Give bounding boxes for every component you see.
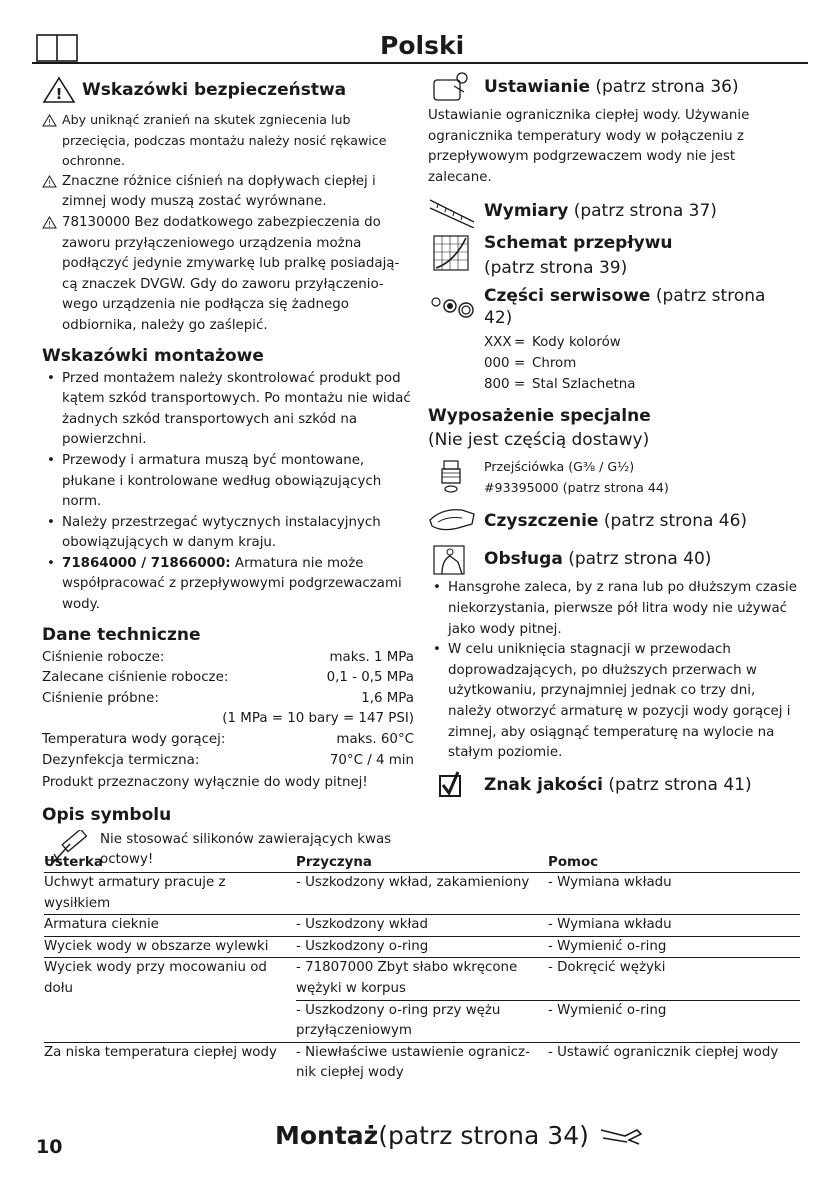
service-heading: Obsługa (patrz strona 40)	[428, 542, 798, 576]
tech-note: Produkt przeznaczony wyłącznie do wody pitnej!	[42, 775, 368, 791]
tech-table	[42, 648, 414, 794]
symbol-text: Nie stosować silikonów zawierających kwas octowy!	[100, 831, 392, 868]
quality-heading: Znak jakości (patrz strona 41)	[428, 770, 798, 800]
mounting-list	[42, 369, 414, 616]
list-item: • Hansgrohe zaleca, by z rana lub po dłuższym czasie niekorzystania, pierwsze pół litra wody nie używać jako wody pitnej.	[428, 578, 798, 640]
tech-row: Zalecane ciśnienie robocze: 0,1 - 0,5 MPa	[42, 670, 414, 686]
tech-heading: Dane techniczne	[42, 624, 201, 645]
hand-tap-icon	[428, 542, 478, 576]
svg-text:!: !	[47, 118, 52, 127]
checkbox-icon	[428, 770, 478, 800]
ruler-icon	[428, 194, 478, 228]
safety-item: ! 78130000 Bez dodatkowego zabezpieczenia do zaworu przyłączeniowego urządzenia można podłączyć jedynie zmywarkę lub pralkę posiadają-cą znaczek DVGW. Gdy do zaworu przyłączenio-wego urządzenia nie podłącza się żadnego odbiornika, należy go zaślepić.	[42, 213, 414, 337]
parts-heading: Części serwisowe (patrz strona 42)	[428, 285, 798, 329]
svg-text:!: !	[47, 178, 52, 188]
page-number: 10	[36, 1136, 63, 1158]
wrench-icon	[597, 1120, 645, 1150]
tech-row: Ciśnienie robocze: maks. 1 MPa	[42, 649, 414, 665]
setting-icon	[428, 70, 478, 104]
tech-row: Ciśnienie próbne: 1,6 MPa	[42, 690, 414, 706]
tech-row: Dezynfekcja termiczna: 70°C / 4 min	[42, 752, 414, 768]
special-item: Przejściówka (G⅜ / G½) #93395000 (patrz strona 44)	[428, 457, 798, 498]
list-item: • Przed montażem należy skontrolować produkt pod kątem szkód transportowych. Po montażu nie widać żadnych szkód transportowych ani szkód na powierzchni.	[42, 369, 414, 451]
setting-heading: Ustawianie (patrz strona 36)	[428, 70, 798, 104]
dims-heading: Wymiary (patrz strona 37)	[428, 194, 798, 228]
list-item: • 71864000 / 71866000: Armatura nie może współpracować z przepływowymi podgrzewaczami wody.	[42, 554, 414, 616]
warning-icon	[42, 76, 76, 104]
table-row: Wyciek wody przy mocowaniu od dołu - 71807000 Zbyt słabo wkręcone wężyki w korpus - Dokręcić wężyki	[44, 958, 800, 1000]
cleaning-heading: Czyszczenie (patrz strona 46)	[428, 504, 798, 538]
special-sub: (Nie jest częścią dostawy)	[428, 430, 650, 451]
safety-item: ! Aby uniknąć zranień na skutek zgniecenia lub przecięcia, podczas montażu należy nosić rękawice ochronne.	[42, 110, 414, 172]
warning-small-icon	[42, 113, 57, 134]
page-title: Polski	[380, 31, 465, 60]
setting-text: Ustawianie ogranicznika ciepłej wody. Używanie ogranicznika temperatury wody w połączeniu z przepływowym podgrzewaczem wody nie jest zalecane.	[428, 108, 750, 185]
special-heading: Wyposażenie specjalne	[428, 406, 651, 427]
table-row: Wyciek wody w obszarze wylewki - Uszkodzony o-ring - Wymienić o-ring	[44, 936, 800, 958]
color-codes	[484, 333, 798, 395]
list-item: • Przewody i armatura muszą być montowane, płukane i kontrolowane według obowiązujących norm.	[42, 451, 414, 513]
list-item: • Należy przestrzegać wytycznych instalacyjnych obowiązujących w danym kraju.	[42, 513, 414, 554]
table-row: Uchwyt armatury pracuje z wysiłkiem - Uszkodzony wkład, zakamieniony - Wymiana wkładu	[44, 873, 800, 915]
safety-item: ! Znaczne różnice ciśnień na dopływach ciepłej i zimnej wody muszą zostać wyrównane.	[42, 172, 414, 213]
flow-heading: Schemat przepływu (patrz strona 39)	[428, 232, 798, 279]
table-row: - Uszkodzony o-ring przy wężu przyłączeniowym - Wymienić o-ring	[44, 1000, 800, 1042]
service-list	[428, 578, 798, 763]
right-column	[428, 70, 798, 800]
code-row: XXX = Kody kolorów	[484, 335, 621, 351]
symbol-heading: Opis symbolu	[42, 804, 172, 825]
flow-chart-icon	[428, 232, 478, 276]
list-item: • W celu uniknięcia stagnacji w przewodach doprowadzających, po dłuższych przerwach w użytkowaniu, przynajmniej jednak co trzy dni, należy otworzyć armaturę w pozycji wody gorącej i zimnej, aby osiągnąć temperaturę na wylocie na stałym poziomie.	[428, 640, 798, 764]
adapter-icon	[428, 457, 478, 497]
tech-row: Temperatura wody gorącej: maks. 60°C	[42, 732, 414, 748]
mounting-heading: Wskazówki montażowe	[42, 345, 264, 366]
trouble-table	[44, 854, 800, 1084]
table-row: Za niska temperatura ciepłej wody - Niewłaściwe ustawienie ogranicz-nik ciepłej wody - Ustawić ogranicznik ciepłej wody	[44, 1044, 779, 1081]
left-column	[42, 76, 414, 871]
warning-small-icon	[42, 216, 57, 237]
svg-text:!: !	[47, 219, 52, 229]
table-header: Usterka Przyczyna Pomoc	[44, 854, 800, 873]
footer-title: Montaż (patrz strona 34)	[275, 1120, 645, 1150]
cleaning-icon	[428, 504, 478, 538]
table-row: Armatura cieknie - Uszkodzony wkład - Wymiana wkładu	[44, 915, 800, 937]
warning-small-icon	[42, 175, 57, 196]
code-row: 800 = Stal Szlachetna	[484, 376, 636, 392]
tech-conversion: (1 MPa = 10 bary = 147 PSI)	[222, 711, 414, 727]
code-row: 000 = Chrom	[484, 355, 577, 371]
svg-text:!: !	[55, 85, 63, 103]
safety-heading: ! Wskazówki bezpieczeństwa	[42, 76, 414, 104]
spare-parts-icon	[428, 292, 478, 322]
header-rule	[32, 62, 808, 64]
